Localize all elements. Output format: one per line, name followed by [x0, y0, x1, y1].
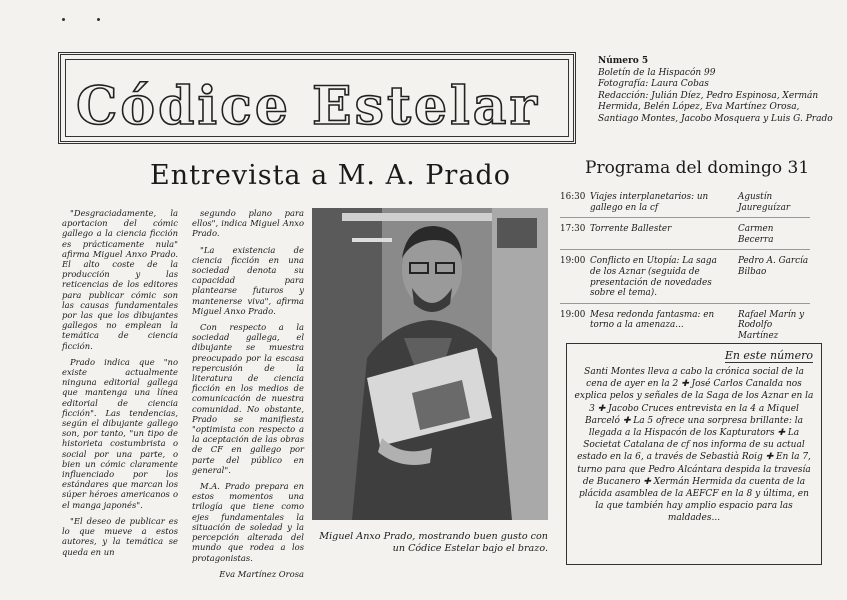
program-title: Torrente Ballester	[590, 224, 672, 235]
program-time: 19:00	[560, 256, 586, 267]
program-row	[560, 256, 810, 303]
paragraph: "Desgraciadamente, la aportacion del cómic gallego a la ciencia ficción es prácticamente nula" afirma Miguel Anxo Prado. El alto coste de la producción y las reticencias de los editores para publicar cómic son las causas fundamentales por las que los dibujantes gallegos no emplean la temática de ciencia ficción.	[62, 208, 178, 351]
bulletin-name: Boletín de la Hispacón 99	[598, 67, 716, 78]
issue-number: Número 5	[598, 56, 649, 66]
program-table	[560, 192, 810, 352]
program-time: 17:30	[560, 224, 586, 235]
article-column-1	[62, 208, 178, 563]
program-speaker: Carmen Becerra	[738, 224, 774, 245]
masthead-inner-border	[65, 59, 569, 137]
binding-hole-dot	[62, 18, 65, 21]
article-column-2	[192, 208, 304, 579]
masthead	[58, 52, 576, 144]
interview-photo	[312, 208, 548, 520]
program-row	[560, 192, 810, 218]
program-row	[560, 310, 810, 346]
program-speaker: Pedro A. García Bilbao	[738, 256, 809, 277]
caption-text: Miguel Anxo Prado, mostrando buen gusto con un	[319, 531, 548, 554]
in-this-issue-heading: En este número	[724, 349, 813, 362]
program-title: Conflicto en Utopía: La saga de los Aznar (seguida de presentación de novedades sobre el tema).	[590, 256, 717, 299]
program-row	[560, 224, 810, 250]
caption-text-end: bajo el brazo.	[479, 542, 548, 554]
program-speaker: Rafael Marín y Rodolfo Martínez	[738, 309, 805, 341]
program-time: 16:30	[560, 192, 586, 202]
photo-caption	[312, 531, 548, 554]
paragraph: Con respecto a la sociedad gallega, el dibujante se muestra preocupado por la escasa repercusión de la literatura de ciencia ficción en los medios de comunicación de nuestra comunidad. No obstante, Prado se manifiesta "optimista con respecto a la aceptación de las obras de CF en gallego por parte del público en general".	[192, 322, 304, 475]
paragraph: Prado indica que "no existe actualmente ninguna editorial gallega que mantenga una línea editorial de ciencia ficción". Las tendencias, según el dibujante gallego son, por tanto, "un tipo de historieta costumbrista o social por una parte, o bien un cómic claramente influenciado por los estándares que marcan los súper héroes americanos o el manga japonés".	[62, 356, 178, 510]
paragraph: "La existencia de ciencia ficción en una sociedad denota su capacidad para plantearse futuros y mantenerse viva", afirma Miguel Anxo Prado.	[192, 244, 304, 316]
credits-block	[598, 56, 838, 126]
program-speaker: Agustín Jaureguízar	[738, 192, 791, 213]
in-this-issue-text: Santi Montes lleva a cabo la crónica social de la cena de ayer en la 2 ✚ José Carlos Canalda nos explica pelos y señales de la Saga de los Aznar en la 3 ✚ Jacobo Cruces entrevista en la 4 a Miquel Barceló ✚ La 5 ofrece una sorpresa brillante: la llegada a la Hispacón de los Kapturators ✚ La Societat Catalana de cf nos informa de su actual estado en la 6, a través de Sebastià Roig ✚ En la 7, turno para que Pedro Alcántara despida la travesía de Bucanero ✚ Xermán Hermida da cuenta de la plácida asamblea de la AEFCF en la 8 y última, en la que también hay amplio espacio para las maldades...	[574, 367, 814, 524]
binding-hole-dot	[97, 18, 100, 21]
paragraph: segundo plano para ellos", indica Miguel Anxo Prado.	[192, 208, 304, 239]
paragraph: "El deseo de publicar es lo que mueve a estos autores, y la temática se queda en un	[62, 515, 178, 557]
program-title: Mesa redonda fantasma: en torno a la amenaza...	[590, 309, 715, 331]
program-title: Viajes interplanetarios: un gallego en la cf	[590, 192, 709, 213]
program-time: 19:00	[560, 309, 586, 320]
program-heading: Programa del domingo 31	[585, 158, 810, 178]
photo-credit: Fotografía: Laura Cobas	[598, 79, 709, 90]
caption-emphasis: Códice Estelar	[408, 542, 480, 554]
photo-illustration	[312, 208, 548, 520]
masthead-title: Códice Estelar	[76, 76, 540, 137]
article-author: Eva Martínez Orosa	[219, 568, 304, 579]
staff-credit: Redacción: Julián Díez, Pedro Espinosa, Xermán Hermida, Belén López, Eva Martínez Orosa, Santiago Montes, Jacobo Mosquera y Luis G. Prado	[598, 90, 833, 124]
paragraph: M.A. Prado prepara en estos momentos una trilogía que tiene como ejes fundamentales la situación de soledad y la percepción alterada del mundo que rodea a los protagonistas.	[192, 481, 304, 563]
in-this-issue-box	[566, 343, 822, 565]
article-headline: Entrevista a M. A. Prado	[150, 160, 511, 191]
